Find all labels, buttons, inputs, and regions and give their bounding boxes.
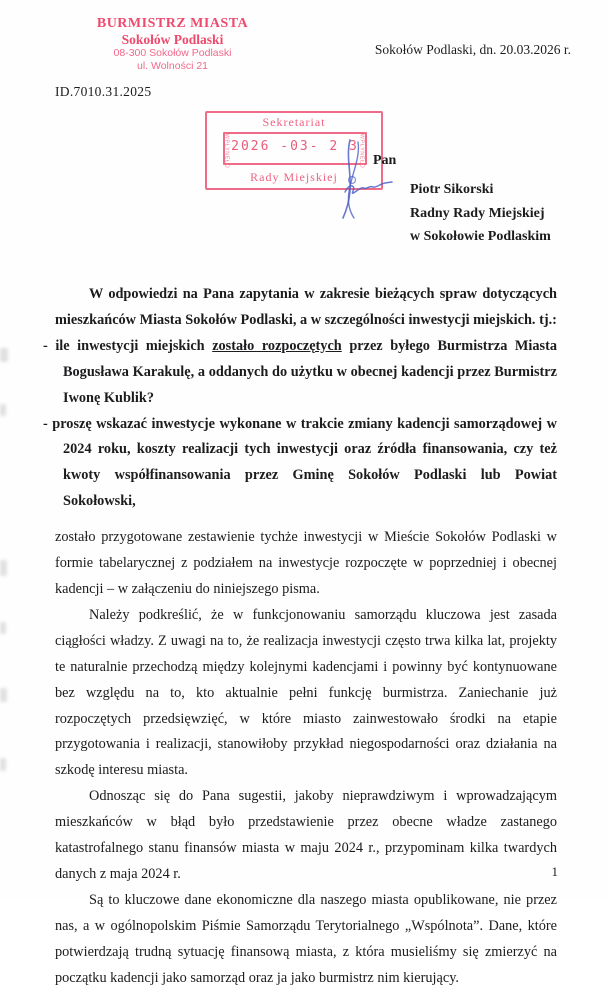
recipient-city: w Sokołowie Podlaskim bbox=[410, 229, 551, 244]
scan-artifact bbox=[0, 622, 6, 634]
stamp-side-text-right: WPŁYNĘŁO bbox=[358, 133, 365, 168]
question-1-suffix: przez byłego Burmistrza Miasta Bogusława Karakulę, a oddanych do użytku w obecnej kadencji przez Burmistrz Iwonę Kublik? bbox=[63, 337, 557, 406]
dateline: Sokołów Podlaski, dn. 20.03.2026 r. bbox=[374, 42, 571, 57]
recipient-block bbox=[410, 178, 551, 249]
body-paragraph-2: Należy podkreślić, że w funkcjonowaniu samorządu kluczowa jest zasada ciągłości władzy. Z uwagi na to, że realizacja inwestycji często trwa kilka lat, projekty te naturalnie przechodzą między kolejnymi kadencjami i powinny być kontynuowane bez względu na to, kto aktualnie pełni funkcję burmistrza. Zaniechanie już rozpoczętych przedsięwzięć, w które miasto zainwestowało środki na etapie przygotowania i realizacji, stanowiłoby przykład niegospodarności oraz działania na szkodę interesu miasta. bbox=[55, 606, 557, 779]
scan-artifact bbox=[0, 404, 6, 416]
body-paragraph-4: Są to kluczowe dane ekonomiczne dla naszego miasta opublikowane, nie przez nas, a w ogólnopolskim Piśmie Samorządu Terytorialnego „Wspólnota”. Dane, które potwierdzają trudną sytuację finansową miasta, z która musieliśmy się zmierzyć na początku kadencji jako samorząd oraz ja jako burmistrz nim kierujący. bbox=[55, 891, 557, 986]
scan-artifact bbox=[0, 688, 7, 702]
handwritten-signature bbox=[328, 138, 408, 223]
body-paragraph-1: zostało przygotowane zestawienie tychże inwestycji w Mieście Sokołów Podlaski w formie tabelarycznej z podziałem na inwestycje rozpoczęte w poprzedniej i obecnej kadencji – w załączeniu do niniejszego pisma. bbox=[55, 529, 557, 597]
recipient-title: Radny Rady Miejskiej bbox=[410, 205, 545, 221]
stamp-title: Sekretariat bbox=[262, 115, 326, 129]
letterhead-street: ul. Wolności 21 bbox=[136, 59, 208, 72]
letter-body bbox=[43, 282, 557, 991]
letterhead-city: Sokołów Podlaski bbox=[121, 31, 224, 47]
letterhead-office: BURMISTRZ MIASTA bbox=[96, 16, 249, 31]
scan-artifact bbox=[0, 348, 8, 362]
reference-number: ID.7010.31.2025 bbox=[55, 84, 152, 99]
letterhead-stamp bbox=[80, 16, 265, 72]
question-1-prefix: - ile inwestycji miejskich bbox=[43, 337, 213, 354]
stamp-side-text-left: WPŁYNĘŁO bbox=[223, 133, 230, 168]
letterhead-postcode: 08-300 Sokołów Podlaski bbox=[113, 46, 232, 59]
recipient-name: Piotr Sikorski bbox=[410, 182, 494, 197]
question-item-2: - proszę wskazać inwestycje wykonane w trakcie zmiany kadencji samorządowej w 2024 roku, koszty realizacji tych inwestycji oraz źródła finansowania, czy też kwoty współfinansowania przez Gminę Sokołów Podlaski lub Powiat Sokołowski, bbox=[43, 415, 557, 510]
body-paragraph-3: Odnosząc się do Pana sugestii, jakoby nieprawdziwym i wprowadzającym mieszkańców w błąd było przedstawienie przez obecne władze zastanego katastrofalnego stanu finansów miasta w maju 2024 r., przypominam kilka twardych danych z maja 2024 r. bbox=[55, 788, 557, 882]
stamp-date: 2026 -03- 2 3 bbox=[231, 139, 359, 154]
intro-paragraph: W odpowiedzi na Pana zapytania w zakresie bieżących spraw dotyczących mieszkańców Miasta Sokołów Podlaski, a w szczególności inwestycji miejskich. tj.: bbox=[55, 286, 557, 328]
scan-artifact bbox=[0, 560, 7, 576]
recipient-salutation: Pan bbox=[373, 153, 397, 168]
scan-artifact bbox=[0, 758, 6, 771]
question-1-underlined: zostało rozpoczętych bbox=[212, 337, 342, 354]
question-item-1 bbox=[43, 334, 557, 412]
stamp-subtitle: Rady Miejskiej bbox=[250, 170, 338, 184]
page-number: 1 bbox=[551, 864, 558, 879]
